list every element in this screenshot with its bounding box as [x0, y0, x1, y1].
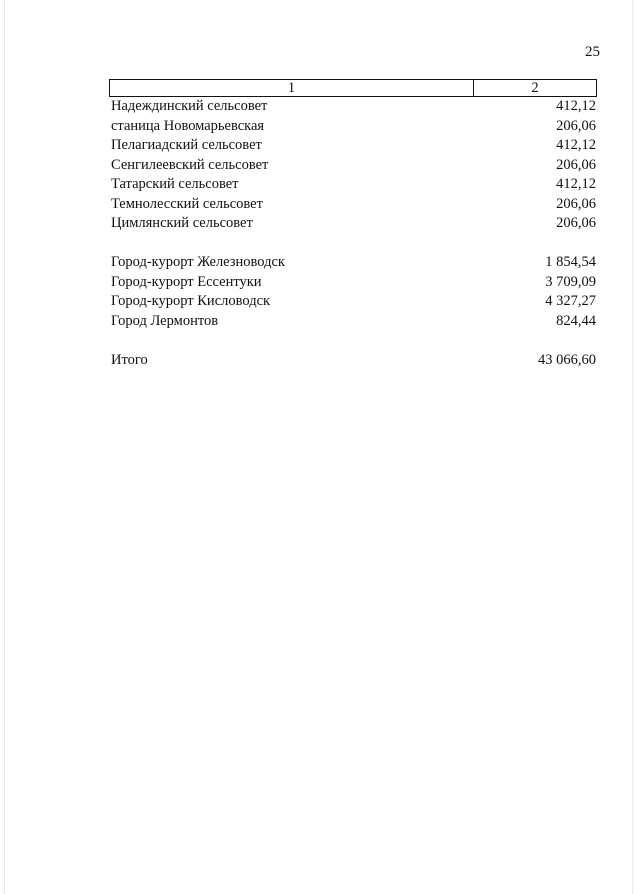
- total-row: [109, 351, 597, 371]
- row-value: 4 327,27: [545, 293, 596, 309]
- row-value: 206,06: [556, 195, 596, 212]
- table-row: [109, 175, 597, 195]
- row-name: Пелагиадский сельсовет: [111, 137, 262, 153]
- row-name: Сенгилеевский сельсовет: [111, 156, 269, 173]
- table-row: [109, 253, 597, 273]
- row-name: Татарский сельсовет: [111, 176, 239, 192]
- table-row: [109, 136, 597, 156]
- table-row: [109, 195, 597, 215]
- row-value: 3 709,09: [545, 273, 596, 290]
- row-value: 206,06: [556, 156, 596, 173]
- allocation-table: [109, 79, 597, 370]
- table-row: [109, 214, 597, 234]
- row-name: Надеждинский сельсовет: [111, 98, 268, 114]
- table-header-row: [109, 79, 597, 97]
- row-value: 412,12: [556, 98, 596, 114]
- row-spacer: [109, 331, 597, 351]
- row-value: 412,12: [556, 176, 596, 192]
- table-row: [109, 292, 597, 312]
- row-name: станица Новомарьевская: [111, 117, 265, 134]
- row-name: Город Лермонтов: [111, 312, 219, 329]
- page-number: 25: [585, 44, 600, 60]
- row-value: 1 854,54: [545, 254, 596, 270]
- table-row: [109, 273, 597, 293]
- row-spacer: [109, 234, 597, 254]
- scan-edge-right: [632, 0, 633, 894]
- row-value: 206,06: [556, 215, 596, 231]
- row-name: Город-курорт Железноводск: [111, 254, 285, 270]
- total-value: 43 066,60: [538, 351, 596, 368]
- row-value: 206,06: [556, 117, 596, 134]
- scan-edge-left: [4, 0, 5, 894]
- row-value: 412,12: [556, 137, 596, 153]
- row-value: 824,44: [556, 312, 596, 329]
- table-row: [109, 97, 597, 117]
- total-label: Итого: [111, 351, 148, 368]
- column-header-2: 2: [531, 80, 539, 96]
- row-name: Город-курорт Ессентуки: [111, 273, 262, 290]
- column-header-1: 1: [110, 80, 474, 96]
- table-row: [109, 312, 597, 332]
- table-row: [109, 117, 597, 137]
- row-name: Город-курорт Кисловодск: [111, 293, 271, 309]
- row-name: Цимлянский сельсовет: [111, 215, 253, 231]
- row-name: Темнолесский сельсовет: [111, 195, 263, 212]
- table-row: [109, 156, 597, 176]
